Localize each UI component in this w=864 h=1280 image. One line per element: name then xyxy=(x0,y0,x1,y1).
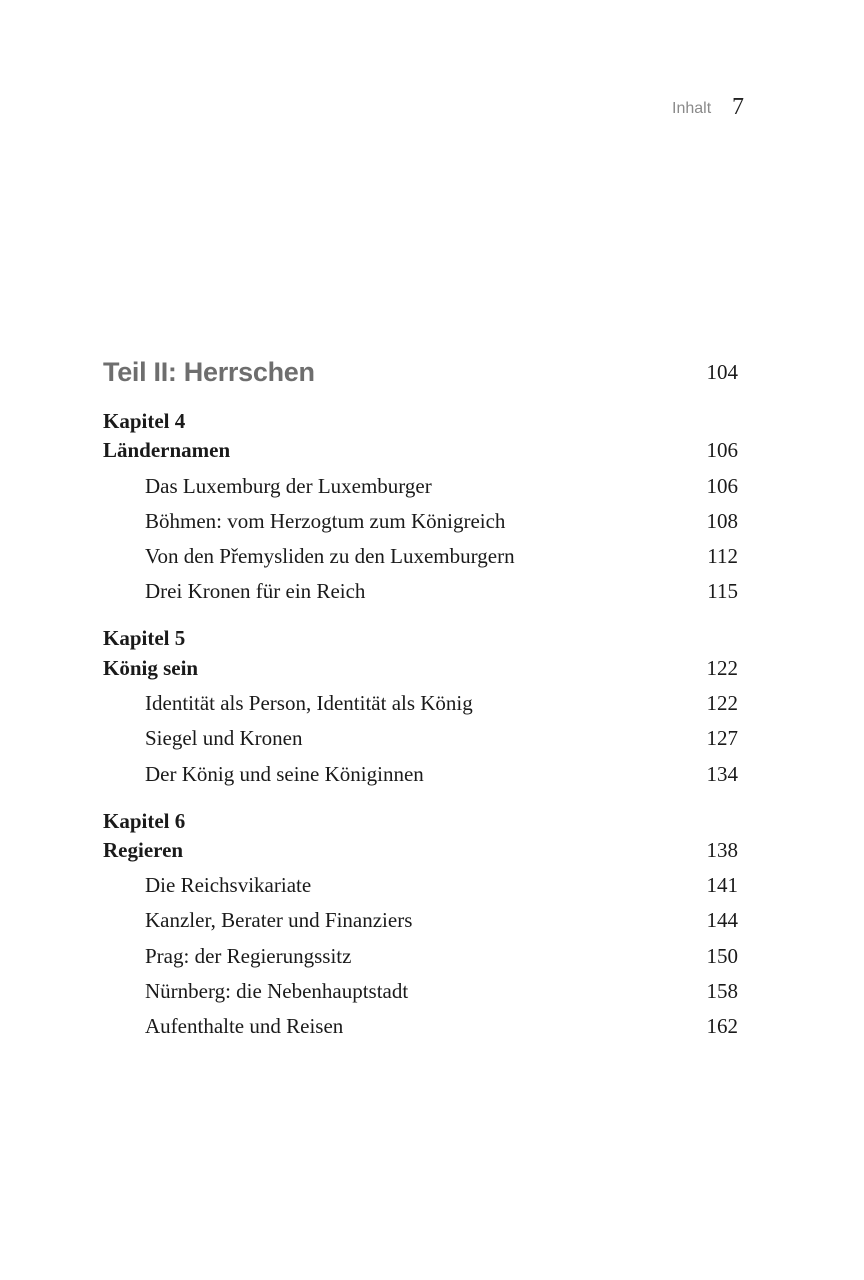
section-title: Die Reichsvikariate xyxy=(145,873,312,897)
chapter-label xyxy=(0,806,864,836)
chapter-page: 122 xyxy=(706,656,738,680)
toc-chapter-entry[interactable] xyxy=(0,653,864,683)
section-title: Kanzler, Berater und Finanziers xyxy=(145,908,413,932)
toc-section-entry[interactable] xyxy=(0,688,864,718)
toc-section-entry[interactable] xyxy=(0,471,864,501)
section-page: 162 xyxy=(706,1014,738,1038)
section-title: Siegel und Kronen xyxy=(145,726,303,750)
section-page: 115 xyxy=(707,579,738,603)
chapter-number: Kapitel 6 xyxy=(103,809,186,833)
section-title: Aufenthalte und Reisen xyxy=(145,1014,344,1038)
toc-section-entry[interactable] xyxy=(0,941,864,971)
chapter-title: Ländernamen xyxy=(103,438,231,462)
toc-chapter-entry[interactable] xyxy=(0,835,864,865)
toc-section-entry[interactable] xyxy=(0,506,864,536)
toc-section-entry[interactable] xyxy=(0,1011,864,1041)
section-page: 134 xyxy=(706,762,738,786)
section-page: 141 xyxy=(706,873,738,897)
toc-section-entry[interactable] xyxy=(0,723,864,753)
section-title: Von den Přemysliden zu den Luxemburgern xyxy=(145,544,515,568)
toc-section-entry[interactable] xyxy=(0,576,864,606)
toc-section-entry[interactable] xyxy=(0,905,864,935)
part-page: 104 xyxy=(706,360,738,384)
section-page: 127 xyxy=(706,726,738,750)
section-page: 150 xyxy=(706,944,738,968)
section-page: 122 xyxy=(706,691,738,715)
page-number: 7 xyxy=(732,94,744,120)
toc-section-entry[interactable] xyxy=(0,976,864,1006)
section-page: 144 xyxy=(706,908,738,932)
section-page: 106 xyxy=(706,474,738,498)
chapter-label xyxy=(0,623,864,653)
chapter-page: 138 xyxy=(706,838,738,862)
section-title: Nürnberg: die Nebenhauptstadt xyxy=(145,979,409,1003)
section-title: Der König und seine Königinnen xyxy=(145,762,424,786)
section-page: 158 xyxy=(706,979,738,1003)
chapter-number: Kapitel 5 xyxy=(103,626,186,650)
chapter-label xyxy=(0,406,864,436)
toc-section-entry[interactable] xyxy=(0,870,864,900)
toc-section-entry[interactable] xyxy=(0,541,864,571)
toc-chapter-entry[interactable] xyxy=(0,435,864,465)
part-title: Teil II: Herrschen xyxy=(103,357,315,387)
chapter-title: König sein xyxy=(103,656,199,680)
chapter-number: Kapitel 4 xyxy=(103,409,186,433)
section-title: Identität als Person, Identität als König xyxy=(145,691,473,715)
toc-part-heading[interactable] xyxy=(0,357,864,387)
section-page: 108 xyxy=(706,509,738,533)
section-title: Das Luxemburg der Luxemburger xyxy=(145,474,432,498)
toc-section-entry[interactable] xyxy=(0,759,864,789)
section-page: 112 xyxy=(707,544,738,568)
chapter-page: 106 xyxy=(706,438,738,462)
section-title: Prag: der Regierungssitz xyxy=(145,944,352,968)
running-header-label: Inhalt xyxy=(672,100,712,117)
chapter-title: Regieren xyxy=(103,838,184,862)
section-title: Böhmen: vom Herzogtum zum Königreich xyxy=(145,509,506,533)
section-title: Drei Kronen für ein Reich xyxy=(145,579,366,603)
